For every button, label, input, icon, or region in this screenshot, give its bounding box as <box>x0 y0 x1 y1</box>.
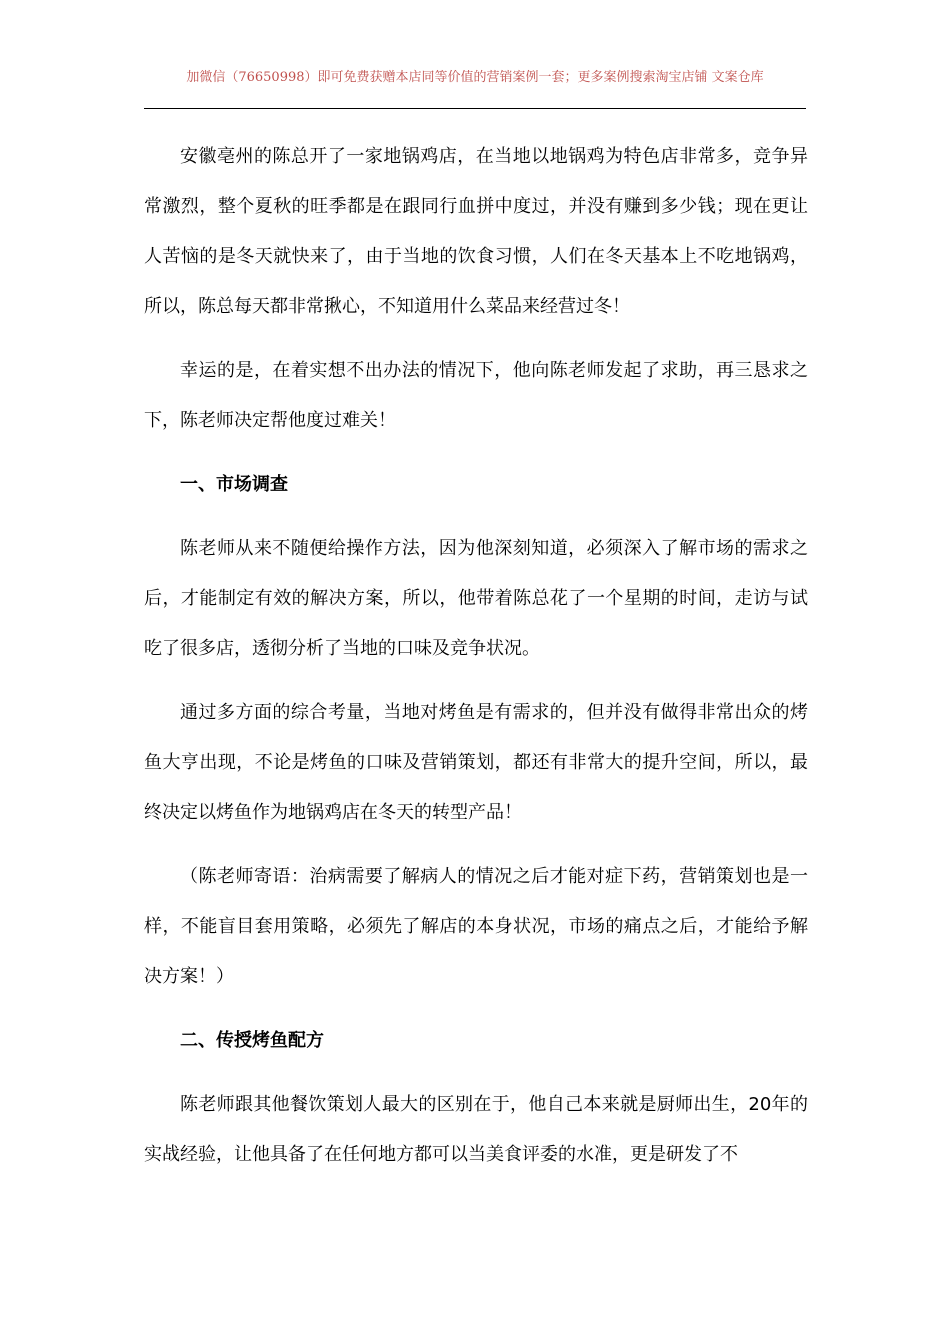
paragraph-intro: 安徽亳州的陈总开了一家地锅鸡店，在当地以地锅鸡为特色店非常多，竞争异常激烈，整个夏秋的旺季都是在跟同行血拼中度过，并没有赚到多少钱；现在更让人苦恼的是冬天就快来了，由于当地的饮食习惯，人们在冬天基本上不吃地锅鸡，所以，陈总每天都非常揪心，不知道用什么菜品来经营过冬！ <box>144 146 808 317</box>
paragraph-market-research: 陈老师从来不随便给操作方法，因为他深刻知道，必须深入了解市场的需求之后，才能制定有效的解决方案，所以，他带着陈总花了一个星期的时间，走访与试吃了很多店，透彻分析了当地的口味及竞争状况。 <box>144 538 808 659</box>
document-body <box>144 132 808 1194</box>
paragraph-request-help: 幸运的是，在着实想不出办法的情况下，他向陈老师发起了求助，再三恳求之下，陈老师决定帮他度过难关！ <box>144 360 808 431</box>
paragraph-recipe: 陈老师跟其他餐饮策划人最大的区别在于，他自己本来就是厨师出生，20年的实战经验，让他具备了在任何地方都可以当美食评委的水准，更是研发了不 <box>144 1094 808 1165</box>
header-divider <box>144 108 806 109</box>
section-heading-recipe: 二、传授烤鱼配方 <box>180 1030 324 1051</box>
page-header: 加微信（76650998）即可免费获赠本店同等价值的营销案例一套；更多案例搜索淘宝店铺 文案仓库 <box>186 70 764 85</box>
paragraph-teacher-note: （陈老师寄语：治病需要了解病人的情况之后才能对症下药，营销策划也是一样，不能盲目套用策略，必须先了解店的本身状况，市场的痛点之后，才能给予解决方案！） <box>144 866 808 987</box>
paragraph-decision: 通过多方面的综合考量，当地对烤鱼是有需求的，但并没有做得非常出众的烤鱼大亨出现，不论是烤鱼的口味及营销策划，都还有非常大的提升空间，所以，最终决定以烤鱼作为地锅鸡店在冬天的转型产品！ <box>144 702 808 823</box>
section-heading-market-research: 一、市场调查 <box>180 474 288 495</box>
